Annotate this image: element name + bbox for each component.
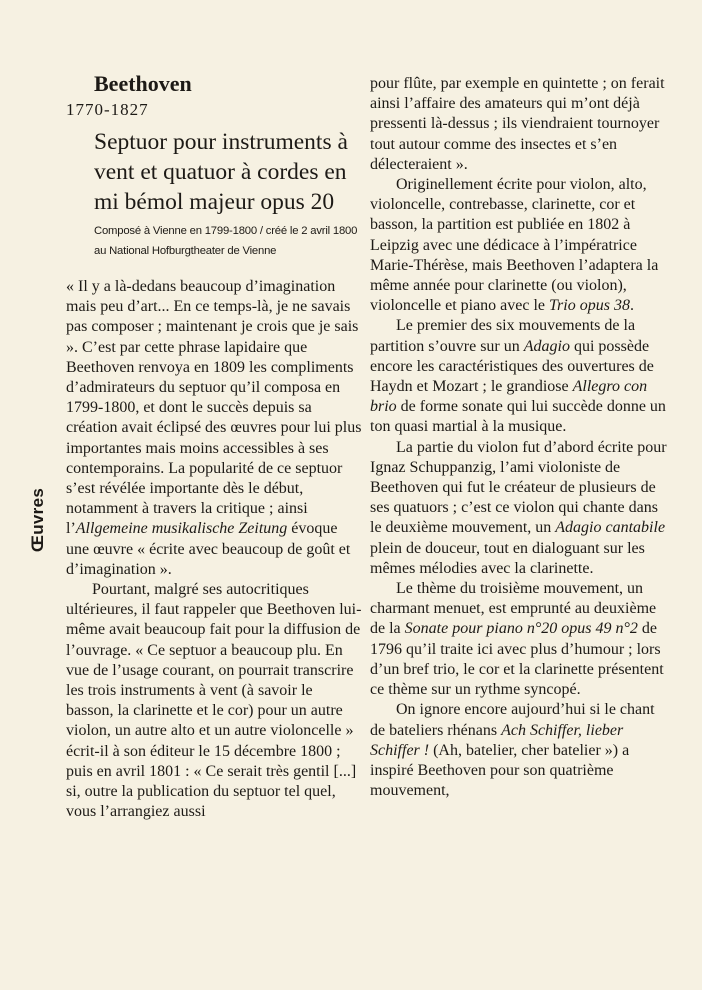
paragraph: Pourtant, malgré ses autocritiques ultérieures, il faut rappeler que Beethoven lui-même avait beaucoup fait pour la diffusion de l’ouvrage. « Ce septuor a beaucoup plu. En vue de l’usage courant, on pourrait transcrire les trois instruments à vent (à savoir le basson, la clarinette et le cor) pour un autre violon, un autre alto et un autre violoncelle » écrit-il à son éditeur le 15 décembre 1800 ; puis en avril 1801 : « Ce serait très gentil [...] si, outre la publication du septuor tel quel, vous l’arrangiez aussi <box>66 581 362 821</box>
paragraph: « Il y a là-dedans beaucoup d’imagination mais peu d’art... En ce temps-là, je ne savais pas composer ; maintenant je crois que je sais ». C’est par cette phrase lapidaire que Beethoven renvoya en 1809 les compliments d’admirateurs du septuor qu’il composa en 1799-1800, et dont le succès depuis sa création avait éclipsé des œuvres pour lui plus importantes mais moins accessibles à ses contemporains. La popularité de ce septuor s’est révélée importante dès le début, notamment à travers la critique ; ainsi l’Allgemeine musikalische Zeitung évoque une œuvre « écrite avec beaucoup de goût et d’imagination ». <box>66 278 362 578</box>
italic-title: Trio opus 38 <box>549 297 630 315</box>
paragraph: Le premier des six mouvements de la partition s’ouvre sur un Adagio qui possède encore les caractéristiques des ouvertures de Haydn et Mozart ; le grandiose Allegro con brio de forme sonate qui lui succède donne un ton quasi martial à la musique. <box>370 317 666 436</box>
composer-dates: 1770-1827 <box>66 100 149 119</box>
italic-title: Sonate pour piano n°20 opus 49 n°2 <box>404 620 638 638</box>
italic-title: Adagio <box>523 337 570 355</box>
italic-title: Adagio cantabile <box>555 519 666 537</box>
italic-title: Ach Schiffer, lieber Schiffer ! <box>370 721 624 759</box>
left-column <box>66 70 362 822</box>
section-side-label <box>18 470 58 570</box>
right-column-text <box>370 74 670 801</box>
paragraph: On ignore encore aujourd’hui si le chant de bateliers rhénans Ach Schiffer, lieber Schiffer ! (Ah, batelier, cher batelier ») a inspiré Beethoven pour son quatrième mouvement, <box>370 701 655 800</box>
composer-name: Beethoven <box>94 71 192 96</box>
work-title: Septuor pour instruments à vent et quatuor à cordes en mi bémol majeur opus 20 <box>94 129 348 215</box>
italic-title: Allegro con brio <box>370 378 648 416</box>
paragraph: pour flûte, par exemple en quintette ; on ferait ainsi l’affaire des amateurs qui m’ont déjà pressenti là-dessus ; ils viendraient tournoyer tout autour comme des insectes et s’en délecteraient ». <box>370 75 665 173</box>
italic-title: Allgemeine musikalische Zeitung <box>75 520 288 538</box>
left-column-text <box>66 277 362 822</box>
right-column <box>370 74 670 801</box>
composition-note: Composé à Vienne en 1799-1800 / créé le 2 avril 1800 au National Hofburgtheater de Vienne <box>94 225 358 257</box>
paragraph: Le thème du troisième mouvement, un charmant menuet, est emprunté au deuxième de la Sonate pour piano n°20 opus 49 n°2 de 1796 qu’il traite ici avec plus d’humour ; lors d’un bref trio, le cor et la clarinette présentent ce thème sur un rythme syncopé. <box>370 580 664 699</box>
side-label-text: Œuvres <box>28 487 48 553</box>
paragraph: Originellement écrite pour violon, alto, violoncelle, contrebasse, clarinette, cor et basson, la partition est publiée en 1802 à Leipzig avec une dédicace à l’impératrice Marie-Thérèse, mais Beethoven l’adaptera la même année pour clarinette (ou violon), violoncelle et piano avec le Trio opus 38. <box>370 176 659 315</box>
paragraph: La partie du violon fut d’abord écrite pour Ignaz Schuppanzig, l’ami violoniste de Beethoven qui fut le créateur de plusieurs de ses quatuors ; c’est ce violon qui chante dans le deuxième mouvement, un Adagio cantabile plein de douceur, tout en dialoguant sur les mêmes mélodies avec la clarinette. <box>370 438 667 577</box>
